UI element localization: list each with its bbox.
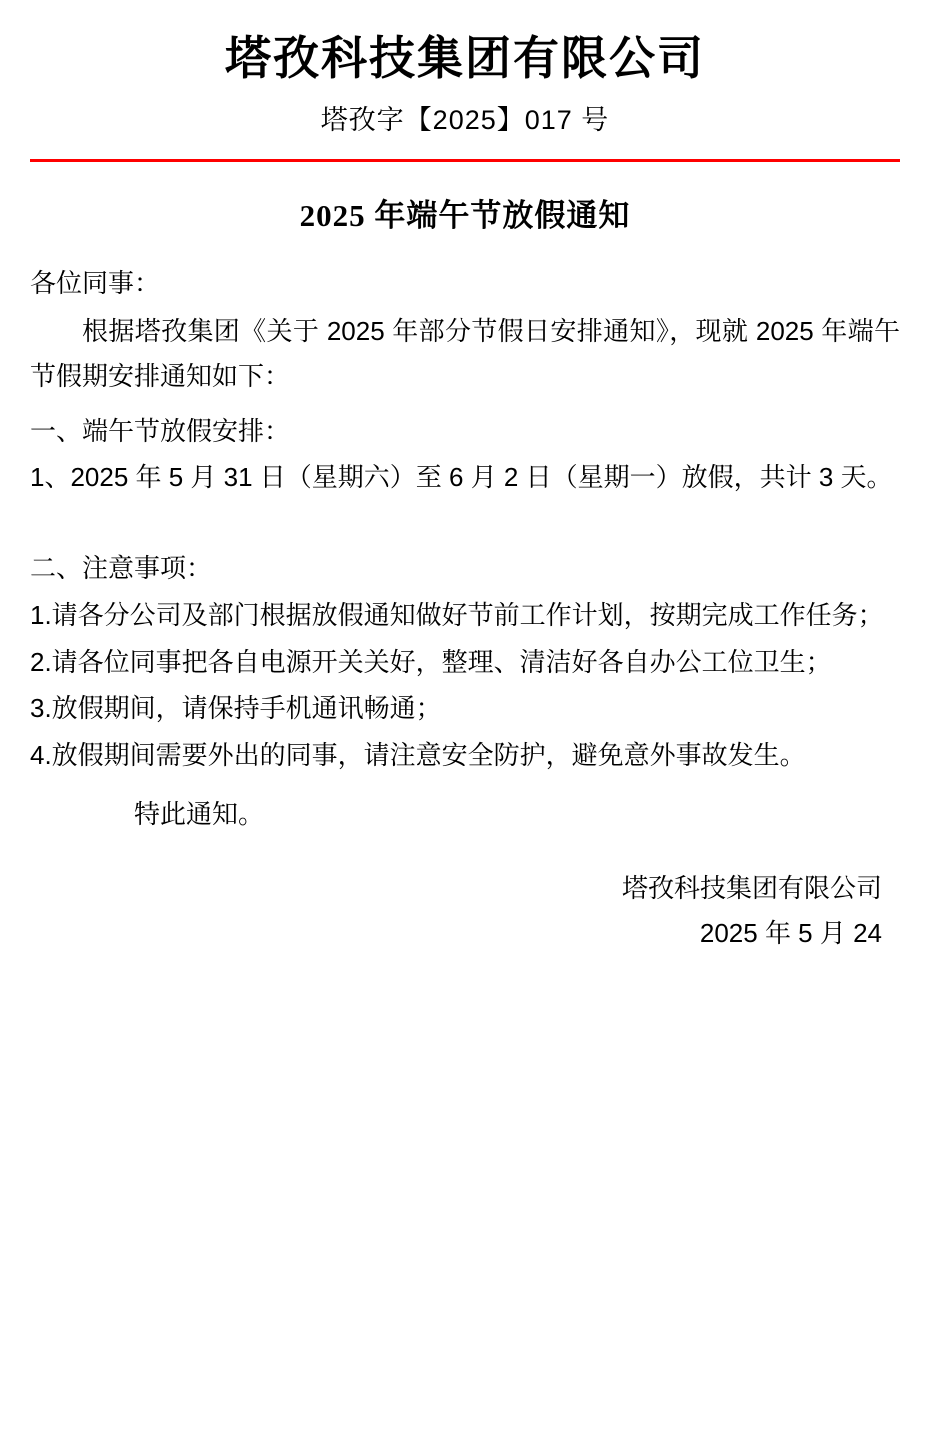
section-two-heading: 二、注意事项： bbox=[30, 553, 213, 584]
paragraph-spacer bbox=[30, 502, 900, 536]
section-two-item: 4.放假期间需要外出的同事，请注意安全防护，避免意外事故发生。 bbox=[30, 739, 806, 770]
section-one-heading: 一、端午节放假安排： bbox=[30, 415, 291, 446]
signature-company: 塔孜科技集团有限公司 bbox=[621, 873, 882, 904]
closing-statement: 特此通知。 bbox=[134, 798, 265, 829]
document-header bbox=[30, 30, 900, 137]
section-one-item: 1、2025 年 5 月 31 日（星期六）至 6 月 2 日（星期一）放假，共计 3 天。 bbox=[30, 462, 893, 493]
document-body bbox=[30, 261, 900, 837]
salutation: 各位同事： bbox=[30, 267, 161, 298]
section-two-item: 3.放假期间，请保持手机通讯畅通； bbox=[30, 693, 442, 724]
intro-paragraph: 根据塔孜集团《关于 2025 年部分节假日安排通知》，现就 2025 年端午节假期安排通知如下： bbox=[30, 316, 900, 391]
document-number: 塔孜字【2025】017 号 bbox=[320, 104, 610, 135]
notice-title: 2025 年端午节放假通知 bbox=[299, 197, 631, 233]
company-title: 塔孜科技集团有限公司 bbox=[225, 33, 705, 84]
red-divider-rule bbox=[30, 159, 900, 162]
section-two-item: 1.请各分公司及部门根据放假通知做好节前工作计划，按期完成工作任务； bbox=[30, 599, 884, 630]
signature-block bbox=[30, 866, 900, 954]
section-two-item: 2.请各位同事把各自电源开关关好，整理、清洁好各自办公工位卫生； bbox=[30, 646, 832, 677]
signature-date: 2025 年 5 月 24 bbox=[699, 917, 882, 948]
